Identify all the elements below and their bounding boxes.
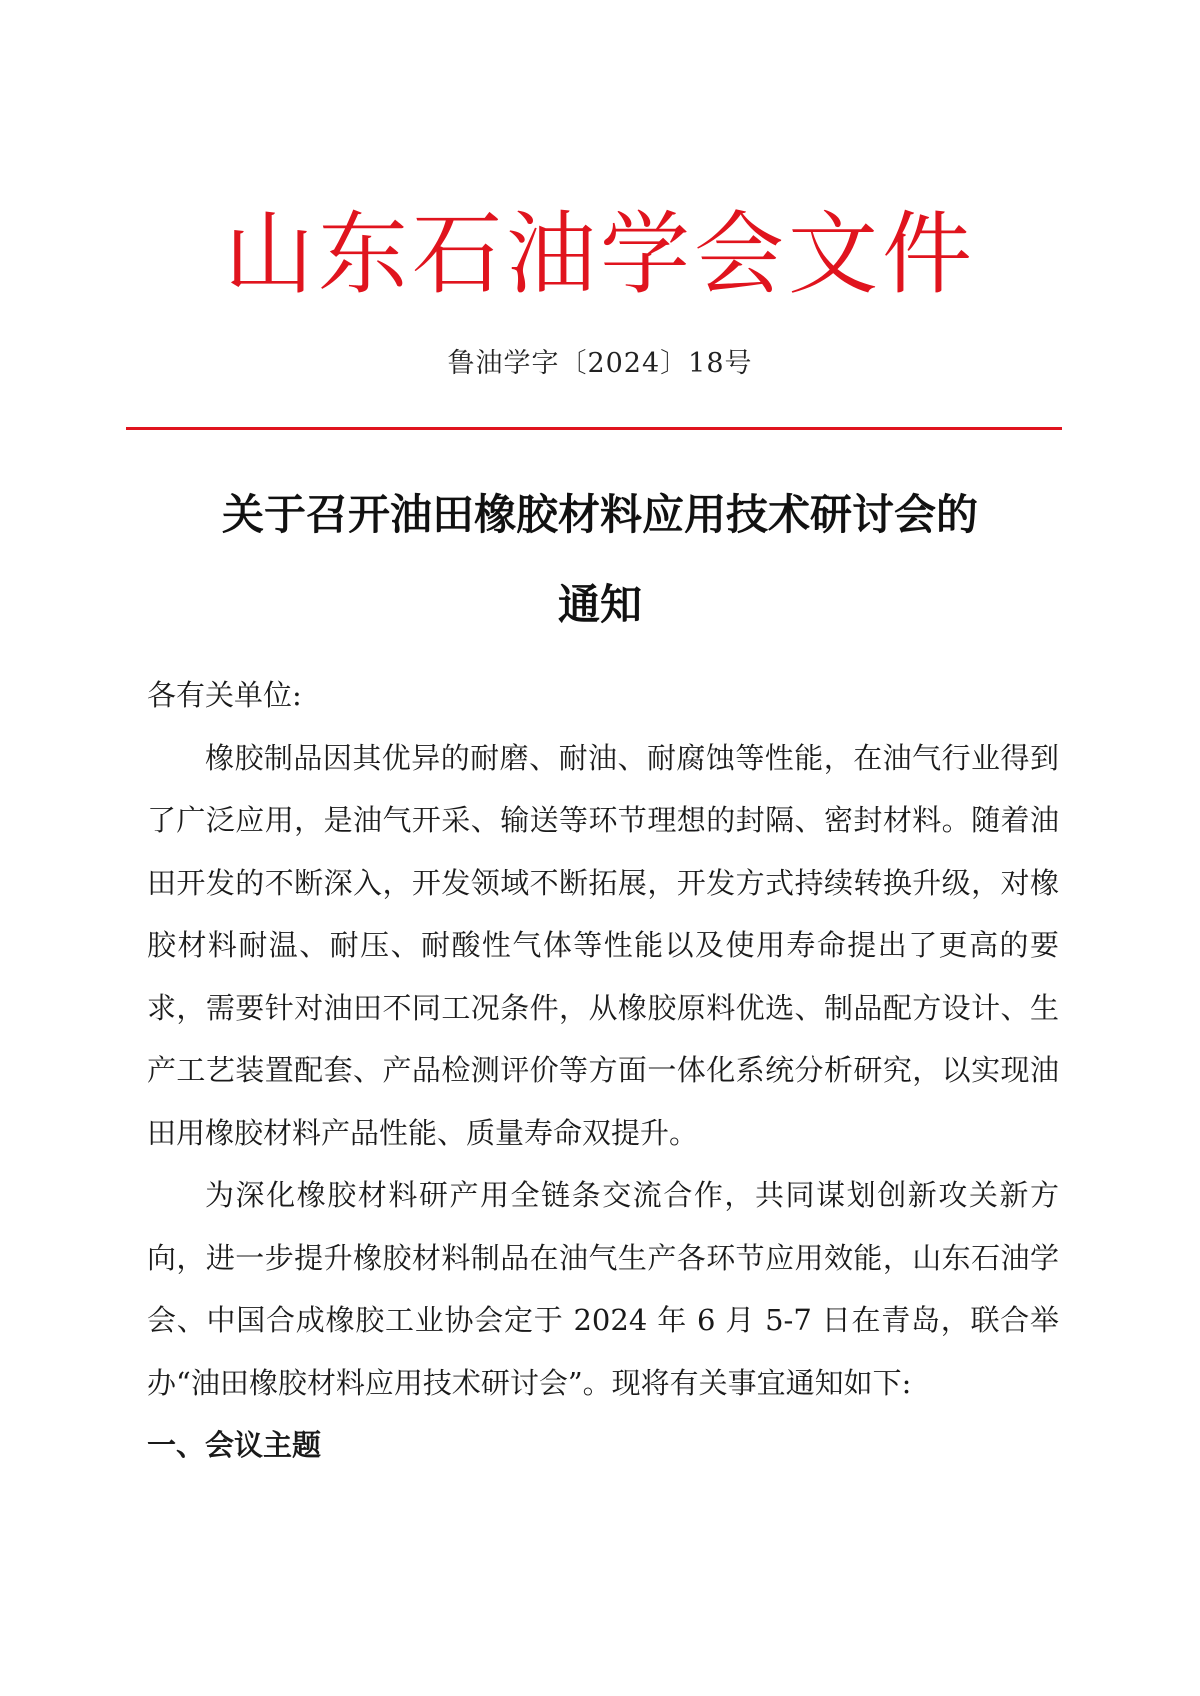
notice-body [147, 664, 1059, 1477]
section-heading-meeting-theme: 一、会议主题 [147, 1428, 322, 1462]
paragraph-announcement: 为深化橡胶材料研产用全链条交流合作，共同谋划创新攻关新方向，进一步提升橡胶材料制品在油气生产各环节应用效能，山东石油学会、中国合成橡胶工业协会定于 2024 年 6 月 5-7 日在青岛，联合举办“油田橡胶材料应用技术研讨会”。现将有关事宜通知如下: [147, 1178, 1059, 1400]
notice-title-line-2: 通知 [557, 580, 642, 629]
paragraph-background: 橡胶制品因其优异的耐磨、耐油、耐腐蚀等性能，在油气行业得到了广泛应用，是油气开采、输送等环节理想的封隔、密封材料。随着油田开发的不断深入，开发领域不断拓展，开发方式持续转换升级，对橡胶材料耐温、耐压、耐酸性气体等性能以及使用寿命提出了更高的要求，需要针对油田不同工况条件，从橡胶原料优选、制品配方设计、生产工艺装置配套、产品检测评价等方面一体化系统分析研究，以实现油田用橡胶材料产品性能、质量寿命双提升。 [147, 740, 1059, 1150]
notice-title [120, 470, 1080, 650]
red-divider-line [126, 427, 1062, 430]
salutation: 各有关单位: [147, 678, 302, 712]
masthead-title: 山东石油学会文件 [224, 202, 976, 307]
notice-title-line-1: 关于召开油田橡胶材料应用技术研讨会的 [221, 490, 978, 539]
document-number: 鲁油学字〔2024〕18号 [447, 348, 753, 379]
